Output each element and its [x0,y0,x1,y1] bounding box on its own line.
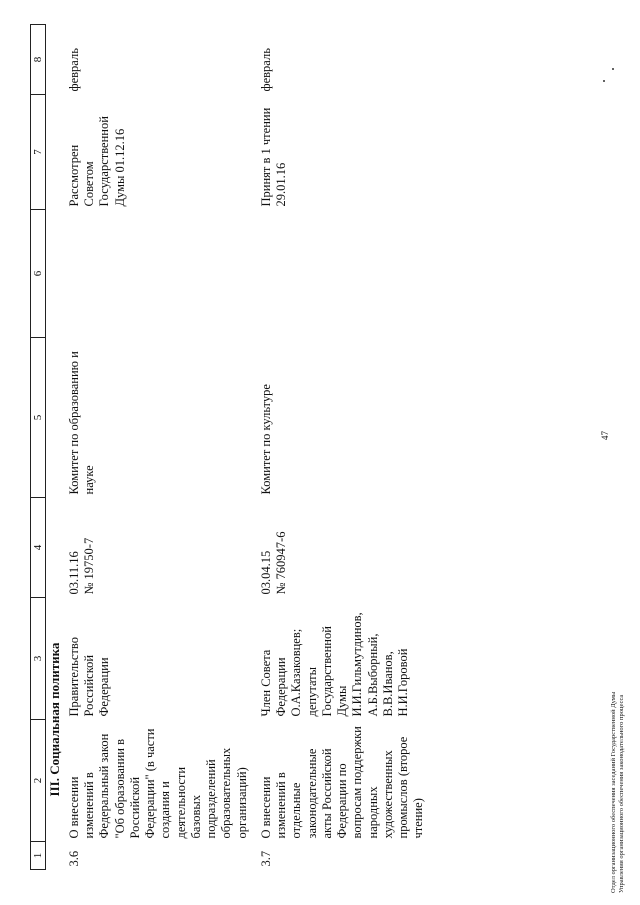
bill-number: № 19750-7 [82,537,97,595]
consideration-term: февраль [66,48,81,92]
column-header: 6 [31,210,46,338]
consideration-term: февраль [258,48,273,92]
bill-title: О внесении изменений в Федеральный закон "Об образовании в Российской Федерации" (в части создания и деятельности базовых подразделений образовательных организаций) [66,728,249,839]
table-row [64,25,256,870]
bill-registration [256,498,433,598]
responsible-committee: Комитет по образованию и науке [66,351,97,495]
scan-speck [612,68,614,70]
bill-initiator: Член Совета Федерации О.А.Казаковцев; депутаты Государственной Думы И.И.Гильмутдинов, А.Б.Выборный, В.В.Иванов, Н.И.Горовой [258,612,411,717]
column-header: 2 [31,720,46,842]
legislative-plan-table [30,24,433,870]
column-header: 7 [31,95,46,210]
column-header: 1 [31,842,46,870]
bill-initiator: Правительство Российской Федерации [66,637,112,717]
column-6-value [256,210,433,338]
responsible-committee: Комитет по культуре [258,384,273,495]
column-6-value [64,210,256,338]
section-header-row [46,25,64,870]
section-title: III. Социальная политика [47,642,62,797]
column-header: 5 [31,338,46,498]
bill-title: О внесении изменений в отдельные законодательные акты Российской Федерации по вопросам поддержки народных художественных промыслов (второе чтение) [258,726,426,839]
scan-speck [603,80,605,82]
bill-date: 03.11.16 [66,551,81,595]
column-header-row [31,25,46,870]
column-header: 4 [31,498,46,598]
row-number: 3.6 [66,850,81,867]
footer-line: Отдел организационного обеспечения заседаний Государственной Думы [610,691,617,893]
column-header: 3 [31,598,46,720]
bill-registration [64,498,256,598]
table-row [256,25,433,870]
bill-date: 03.04.15 [258,550,273,595]
row-number: 3.7 [258,850,273,867]
bill-number: № 760947-6 [274,531,289,595]
bill-status: Принят в 1 чтении 29.01.16 [258,107,289,207]
column-header: 8 [31,25,46,95]
page-footer [610,692,626,893]
bill-status: Рассмотрен Советом Государственной Думы 01.12.16 [66,116,127,207]
footer-line: Управления организационного обеспечения законодательного процесса [618,694,625,893]
page-number: 47 [600,431,610,440]
